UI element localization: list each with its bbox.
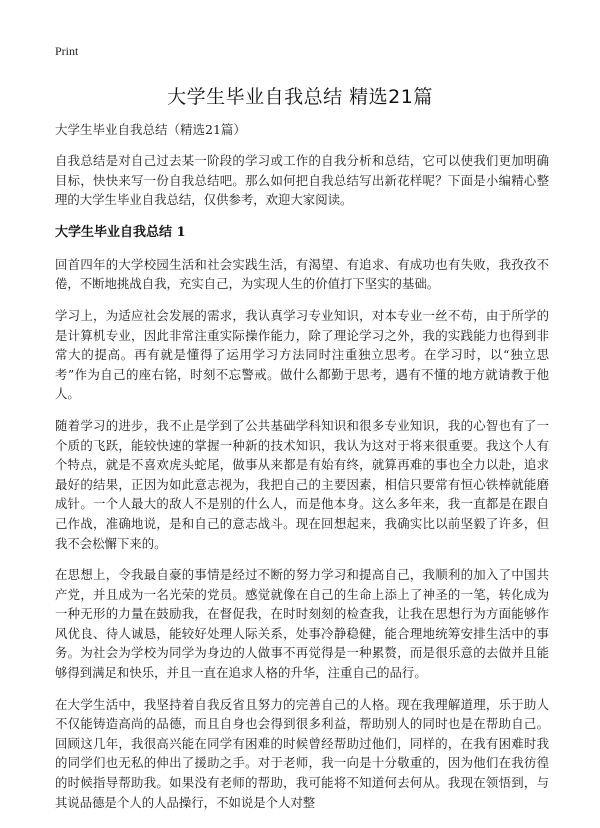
body-paragraph: 回首四年的大学校园生活和社会实践生活，有渴望、有追求、有成功也有失败，我孜孜不倦，不断地挑战自我，充实自己，为实现人生的价值打下坚实的基础。 xyxy=(55,256,549,292)
print-label: Print xyxy=(55,44,79,58)
section-heading: 大学生毕业自我总结 1 xyxy=(55,224,186,240)
body-paragraph: 在思想上，令我最自豪的事情是经过不断的努力学习和提高自己，我顺利的加入了中国共产党，并且成为一名光荣的党员。感觉就像在自己的生命上添上了神圣的一笔，转化成为一种无形的力量在鼓励我，在督促我，在时时刻刻的检查我，让我在思想行为方面能够作风优良、待人诚恳，能较好处理人际关系，处事冷静稳健，能合理地统筹安排生活中的事务。为社会为学校为同学为身边的人做事不再觉得是一种累赘，而是很乐意的去做并且能够得到满足和快乐，并且一直在追求人格的升华，注重自己的品行。 xyxy=(55,567,549,681)
body-paragraph: 在大学生活中，我坚持着自我反省且努力的完善自己的人格。现在我理解道理，乐于助人不仅能铸造高尚的品德，而且自身也会得到很多利益，帮助别人的同时也是在帮助自己。回顾这几年，我很高兴能在同学有困难的时候曾经帮助过他们，同样的，在我有困难时我的同学们也无私的伸出了援助之手。对于老师，我一向是十分敬重的，因为他们在我彷徨的时候指导帮助我。如果没有老师的帮助，我可能将不知道何去何从。我现在领悟到，与其说品德是个人的人品操行，不如说是个人对整 xyxy=(55,696,549,810)
document-body xyxy=(55,151,549,812)
body-paragraph: 随着学习的进步，我不止是学到了公共基础学科知识和很多专业知识，我的心智也有了一个质的飞跃，能较快速的掌握一种新的技术知识，我认为这对于将来很重要。我这个人有个特点，就是不喜欢虎头蛇尾，做事从来都是有始有终，就算再难的事也全力以赴，追求最好的结果，正因为如此意志视为，我把自己的主要因素，相信只要常有恒心铁棒就能磨成针。一个人最大的敌人不是别的什么人，而是他本身。这么多年来，我一直都是在跟自己作战，准确地说，是和自己的意志战斗。现在回想起来，我确实比以前坚毅了许多，但我不会松懈下来的。 xyxy=(55,417,549,551)
body-paragraph: 学习上，为适应社会发展的需求，我认真学习专业知识，对本专业一丝不苟，由于所学的是计算机专业，因此非常注重实际操作能力，除了理论学习之外，我的实践能力也得到非常大的提高。再有就是懂得了运用学习方法同时注重独立思考。在学习时，以“独立思考”作为自己的座右铭，时刻不忘警戒。做什么都勤于思考，遇有不懂的地方就请教于他人。 xyxy=(55,307,549,402)
document-title: 大学生毕业自我总结 精选21篇 xyxy=(167,86,433,108)
intro-paragraph: 自我总结是对自己过去某一阶段的学习或工作的自我分析和总结，它可以使我们更加明确目标，快快来写一份自我总结吧。那么如何把自我总结写出新花样呢？下面是小编精心整理的大学生毕业自我总结，仅供参考，欢迎大家阅读。 xyxy=(55,153,549,208)
document-subtitle: 大学生毕业自我总结（精选21篇） xyxy=(55,122,246,137)
